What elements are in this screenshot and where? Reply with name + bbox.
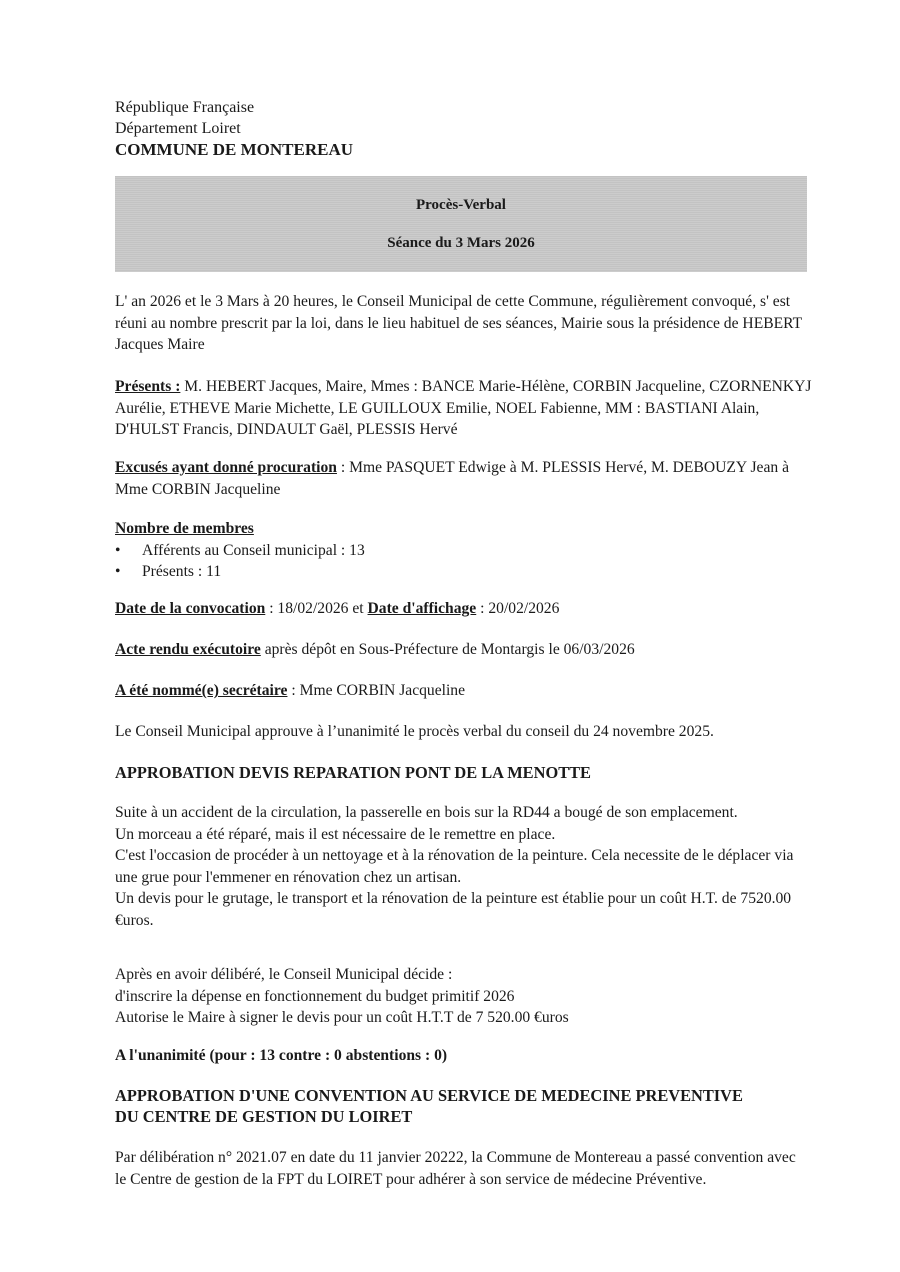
decision-line: Après en avoir délibéré, le Conseil Municipal décide : xyxy=(115,966,453,983)
decision-line: d'inscrire la dépense en fonctionnement du budget primitif 2026 xyxy=(115,987,515,1005)
list-item: • Afférents au Conseil municipal : 13 xyxy=(115,540,815,562)
section-title-pont: APPROBATION DEVIS REPARATION PONT DE LA MENOTTE xyxy=(115,763,591,782)
presents-paragraph xyxy=(115,376,815,441)
affichage-label: Date d'affichage xyxy=(367,600,477,617)
excuses-paragraph xyxy=(115,457,815,500)
document-title: Procès-Verbal xyxy=(416,197,506,213)
section-pont-body xyxy=(115,802,815,931)
excuses-label: Excusés ayant donné procuration xyxy=(115,459,337,476)
session-date: Séance du 3 Mars 2026 xyxy=(387,235,535,251)
secretaire-label: A été nommé(e) secrétaire xyxy=(115,682,288,699)
title-banner xyxy=(115,176,807,272)
secretaire-line xyxy=(115,680,815,702)
republique-line: République Française xyxy=(115,99,255,116)
pont-line: Suite à un accident de la circulation, la passerelle en bois sur la RD44 a bougé de son emplacement. xyxy=(115,804,738,821)
pont-line: Un devis pour le grutage, le transport et la rénovation de la peinture est établie pour un coût H.T. de 7520.00 €uros. xyxy=(115,890,792,929)
dates-line xyxy=(115,598,815,620)
presents-label: Présents : xyxy=(115,378,181,395)
decision-line: Autorise le Maire à signer le devis pour un coût H.T.T de 7 520.00 €uros xyxy=(115,1009,569,1026)
membres-block xyxy=(115,518,815,583)
section-medecine-body: Par délibération n° 2021.07 en date du 11 janvier 20222, la Commune de Montereau a passé convention avec le Centre de gestion de la FPT du LOIRET pour adhérer à son service de médecine Préventive. xyxy=(115,1149,796,1188)
departement-line: Département Loiret xyxy=(115,120,241,137)
section-title-medecine: APPROBATION D'UNE CONVENTION AU SERVICE DE MEDECINE PREVENTIVE DU CENTRE DE GESTION DU LOIRET xyxy=(115,1086,743,1126)
pont-line: C'est l'occasion de procéder à un nettoyage et à la rénovation de la peinture. Cela necessite de le déplacer via une grue pour l'emmener en rénovation chez un artisan. xyxy=(115,847,794,886)
letterhead xyxy=(115,97,353,160)
presents-text: M. HEBERT Jacques, Maire, Mmes : BANCE Marie-Hélène, CORBIN Jacqueline, CZORNENKYJ Aurélie, ETHEVE Marie Michette, LE GUILLOUX Emilie, NOEL Fabienne, MM : BASTIANI Alain, D'HULST Francis, DINDAULT Gaël, PLESSIS Hervé xyxy=(115,378,812,438)
vote-result: A l'unanimité (pour : 13 contre : 0 abstentions : 0) xyxy=(115,1047,448,1064)
membres-list xyxy=(115,540,815,583)
acte-text: après dépôt en Sous-Préfecture de Montargis le 06/03/2026 xyxy=(260,641,635,658)
secretaire-text: : Mme CORBIN Jacqueline xyxy=(287,682,466,699)
acte-label: Acte rendu exécutoire xyxy=(115,641,261,658)
affichage-value: : 20/02/2026 xyxy=(476,600,560,617)
convocation-value: : 18/02/2026 et xyxy=(265,600,368,617)
acte-line xyxy=(115,639,815,661)
pont-line: Un morceau a été réparé, mais il est nécessaire de le remettre en place. xyxy=(115,825,556,843)
commune-name: COMMUNE DE MONTEREAU xyxy=(115,140,353,159)
approbation-pv-line: Le Conseil Municipal approuve à l’unanimité le procès verbal du conseil du 24 novembre 2025. xyxy=(115,723,714,740)
intro-paragraph: L' an 2026 et le 3 Mars à 20 heures, le Conseil Municipal de cette Commune, régulièrement convoqué, s' est réuni au nombre prescrit par la loi, dans le lieu habituel de ses séances, Mairie sous la présidence de HEBERT Jacques Maire xyxy=(115,293,802,353)
convocation-label: Date de la convocation xyxy=(115,600,266,617)
membres-label: Nombre de membres xyxy=(115,520,254,537)
excuses-text: : Mme PASQUET Edwige à M. PLESSIS Hervé, M. DEBOUZY Jean à Mme CORBIN Jacqueline xyxy=(115,459,790,498)
section-pont-decision xyxy=(115,964,815,1029)
list-item: • Présents : 11 xyxy=(115,561,815,583)
